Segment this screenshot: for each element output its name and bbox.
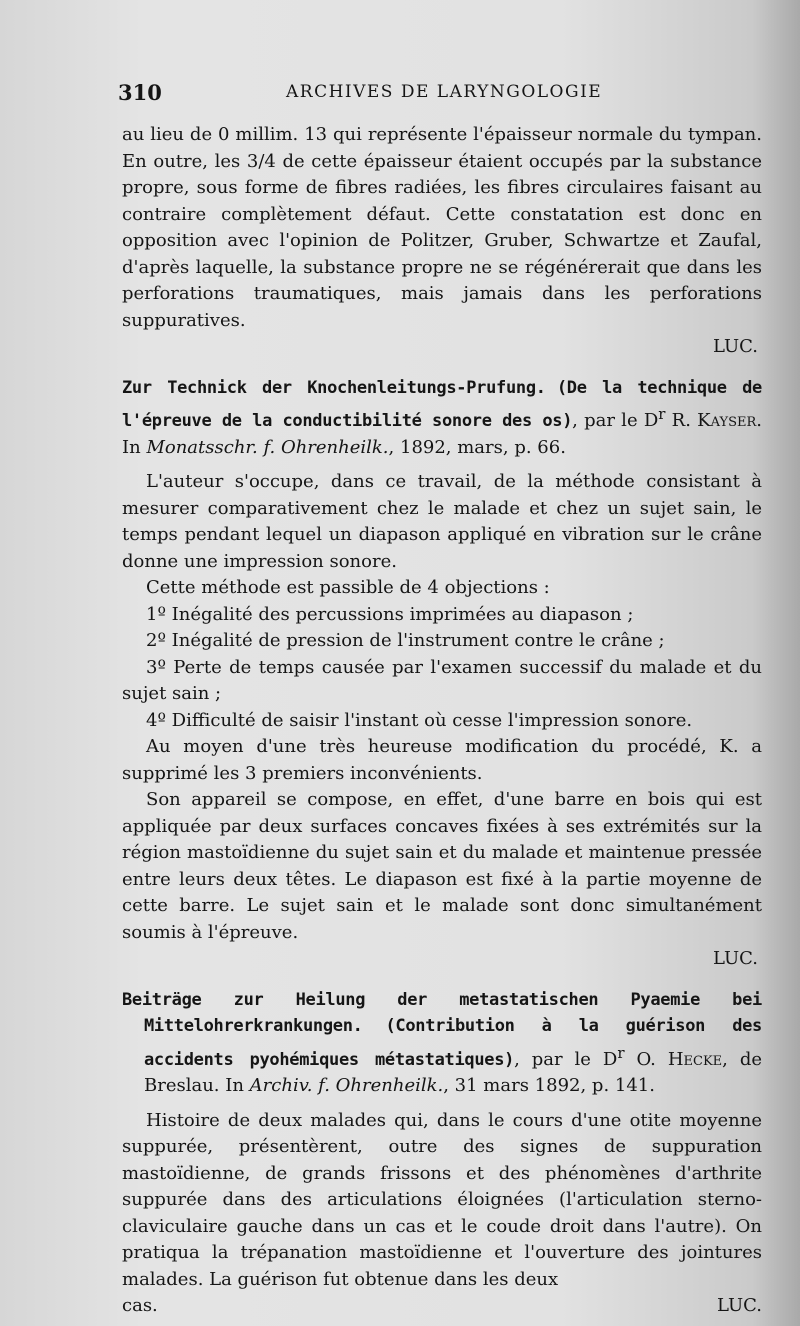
entry-title-german: Beiträge zur Heilung der metastatischen Pyaemie bei Mittelohrerkrankungen. xyxy=(122,989,762,1036)
entry-place: de Breslau. In xyxy=(144,1048,763,1096)
entry-heading-kayser xyxy=(122,375,762,462)
objection-4: 4º Difficulté de saisir l'instant où cesse l'impression sonore. xyxy=(146,709,693,731)
entry-author: R. Kayser. xyxy=(671,410,762,431)
last-word: cas. xyxy=(122,1295,158,1316)
entry-heading-hecke xyxy=(122,987,762,1100)
page-body xyxy=(122,122,762,1320)
paragraph-text: au lieu de 0 millim. 13 qui représente l'épaisseur normale du tympan. En outre, les 3/4 de cette épaisseur étaient occupés par la substance propre, sous forme de fibres radiées, les fibres circulaires faisant au contraire complètement défaut. Cette constatation est donc en opposition avec l'opinion de Politzer, Gruber, Schwartze et Zaufal, d'après laquelle, la substance propre ne se régénérerait que dans les perforations traumatiques, mais jamais dans les perforations suppuratives. xyxy=(122,124,762,331)
entry-date: , 1892, mars, p. 66. xyxy=(388,436,566,458)
entry-title-german: Zur Technick der Knochenleitungs-Prufung. xyxy=(122,377,546,398)
entry-by: , par le D xyxy=(514,1048,618,1070)
objection-3: 3º Perte de temps causée par l'examen successif du malade et du sujet sain ; xyxy=(122,656,762,704)
page-number: 310 xyxy=(118,80,162,105)
entry-by: , par le D xyxy=(572,410,659,431)
entry-in: In xyxy=(122,436,147,458)
signature: LUC. xyxy=(717,1295,762,1316)
entry-journal: Archiv. f. Ohrenheilk. xyxy=(249,1075,444,1096)
entry-date: , 31 mars 1892, p. 141. xyxy=(443,1075,655,1096)
running-title: ARCHIVES DE LARYNGOLOGIE xyxy=(286,82,603,102)
page-header xyxy=(118,80,758,110)
paragraph: Histoire de deux malades qui, dans le cours d'une otite moyenne suppurée, présentèrent, outre des signes de suppuration mastoïdienne, de grands frissons et des phénomènes d'arthrite suppurée dans des articulations éloignées (l'articulation sterno-claviculaire gauche dans un cas et le coude droit dans l'autre). On pratiqua la trépanation mastoïdienne et l'ouverture des jointures malades. La guérison fut obtenue dans les deux xyxy=(122,1109,762,1290)
dr-superscript: r xyxy=(617,1043,625,1062)
entry-title-french: (De la technique de l'épreuve de la conductibilité sonore des os) xyxy=(122,377,762,431)
continued-paragraph xyxy=(122,122,762,334)
objection-2: 2º Inégalité de pression de l'instrument contre le crâne ; xyxy=(146,630,665,651)
signature: LUC. xyxy=(713,336,758,357)
closing-line xyxy=(122,1293,762,1320)
objection-1: 1º Inégalité des percussions imprimées au diapason ; xyxy=(146,603,634,625)
paragraph: Au moyen d'une très heureuse modification du procédé, K. a supprimé les 3 premiers inconvénients. xyxy=(122,736,762,784)
entry-journal: Monatsschr. f. Ohrenheilk. xyxy=(146,436,389,458)
paragraph: L'auteur s'occupe, dans ce travail, de la méthode consistant à mesurer comparativement chez le malade et chez un sujet sain, le temps pendant lequel un diapason appliqué en vibration sur le crâne donne une impression sonore. xyxy=(122,471,762,572)
entry-title-french: (Contribution à la guérison des accidents pyohémiques métastatiques) xyxy=(144,1016,762,1070)
paragraph: Cette méthode est passible de 4 objections : xyxy=(146,577,550,598)
signature: LUC. xyxy=(713,948,758,969)
paragraph: Son appareil se compose, en effet, d'une barre en bois qui est appliquée par deux surfaces concaves fixées à ses extrémités sur la région mastoïdienne du sujet sain et du malade et maintenue pressée entre leurs deux têtes. Le diapason est fixé à la partie moyenne de cette barre. Le sujet sain et le malade sont donc simultanément soumis à l'épreuve. xyxy=(122,789,762,943)
entry-author: O. Hecke, xyxy=(636,1048,728,1070)
dr-superscript: r xyxy=(658,405,666,423)
